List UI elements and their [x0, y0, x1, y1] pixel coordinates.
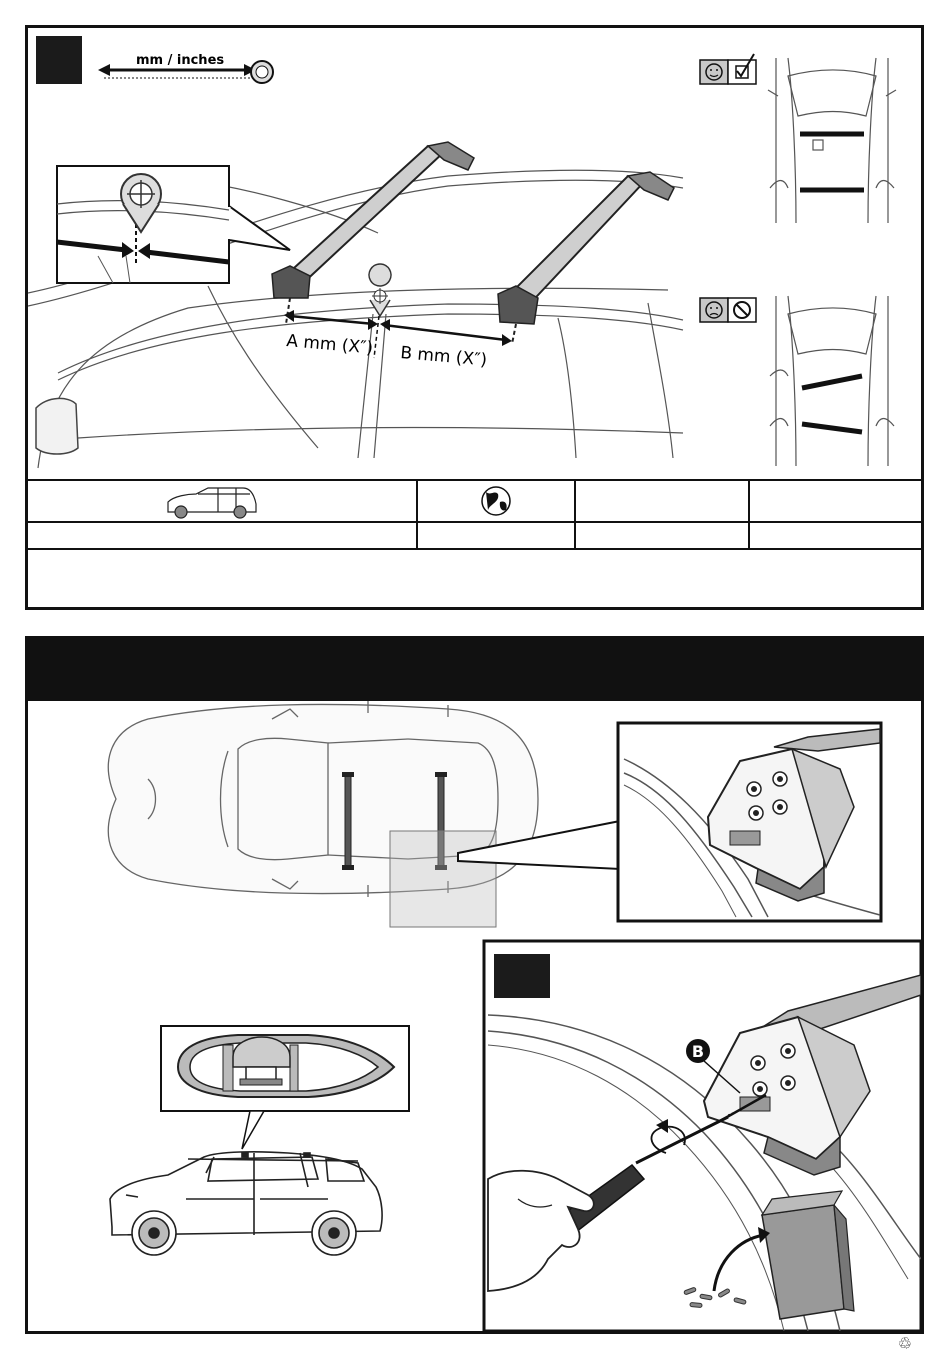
- step-number-box: [36, 36, 82, 84]
- side-mirror: [36, 398, 78, 454]
- vehicle-table: [28, 480, 921, 549]
- car-icon: [168, 488, 256, 518]
- topview-bar-front: [345, 774, 351, 868]
- tightening-step-inset: [484, 941, 921, 1331]
- topview-bar-rear-bad: [802, 424, 862, 432]
- checkbox-checked-icon: [728, 60, 756, 84]
- label-a: A mm (X″): [285, 331, 374, 359]
- zoom-highlight: [390, 831, 496, 927]
- installation-diagram: [28, 639, 921, 1331]
- correct-indicator: [700, 54, 756, 84]
- recycle-icon: ♲: [897, 1336, 912, 1353]
- unit-label: mm / inches: [136, 53, 225, 68]
- step-number-box-2: [494, 954, 550, 998]
- label-b: B mm (X″): [399, 343, 488, 371]
- measurement-panel: [25, 25, 924, 610]
- side-view-car: [110, 1152, 382, 1255]
- incorrect-indicator: [700, 298, 756, 322]
- roof-bar-diagram: [28, 28, 921, 607]
- topview-car-correct: [768, 58, 896, 223]
- bar-profile-inset: [161, 1026, 409, 1149]
- topview-bar-front-bad: [802, 376, 862, 388]
- marker-b-label: B: [691, 1042, 705, 1061]
- front-roof-bar: [272, 142, 474, 324]
- measure-arrow-b: [380, 319, 512, 346]
- globe-icon: [482, 487, 510, 515]
- foot-detail-inset: [618, 723, 881, 921]
- installation-panel: [25, 636, 924, 1334]
- detail-inset: [57, 166, 290, 283]
- measure-arrow-a: [284, 310, 378, 330]
